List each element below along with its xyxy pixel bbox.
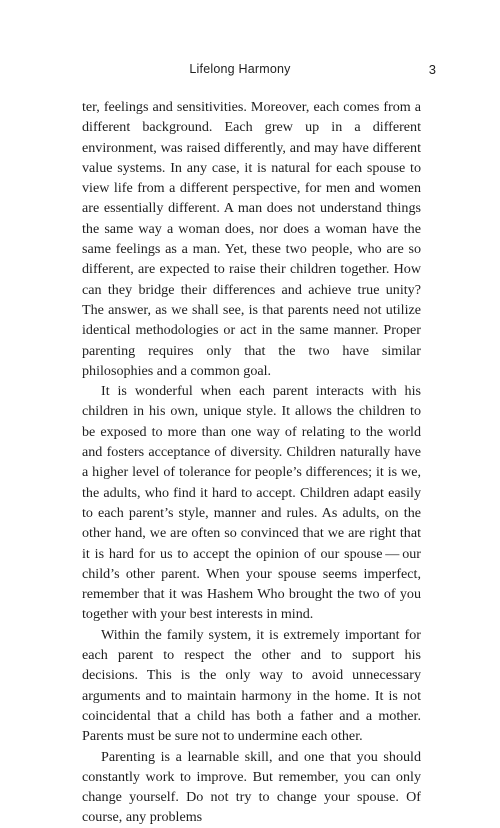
paragraph: Parenting is a learnable skill, and one that you should constantly work to improve. But remember, you can only change yourself. Do not try to change your spouse. Of course, any problems xyxy=(82,748,421,826)
page-number: 3 xyxy=(428,62,436,77)
running-head-title: Lifelong Harmony xyxy=(189,62,291,76)
body-text xyxy=(82,97,421,828)
paragraph-continued: ter, feelings and sensitivities. Moreover, each comes from a different background. Each grew up in a different environment, was raised differently, and may have different value systems. In any case, it is natural for each spouse to view life from a different perspective, for men and women are essentially different. A man does not understand things the same way a woman does, nor does a woman have the same feelings as a man. Yet, these two people, who are so different, are expected to raise their children together. How can they bridge their differences and achieve true unity? The answer, as we shall see, is that parents need not utilize identical methodologies or act in the same manner. Proper parenting requires only that the two have similar philosophies and a common goal. xyxy=(82,99,421,379)
running-head xyxy=(0,62,500,82)
paragraph: Within the family system, it is extremely important for each parent to respect the other and to support his decisions. This is the only way to avoid unnecessary arguments and to maintain harmony in the home. It is not coincidental that a child has both a father and a mother. Parents must be sure not to undermine each other. xyxy=(82,626,421,745)
paragraph: It is wonderful when each parent interacts with his children in his own, unique style. It allows the children to be exposed to more than one way of relating to the world and fosters acceptance of diversity. Children naturally have a higher level of tolerance for people’s differences; it is we, the adults, who find it hard to accept. Children adapt easily to each parent’s style, manner and rules. As adults, on the other hand, we are often so convinced that we are right that it is hard for us to accept the opinion of our spouse — our child’s other parent. When your spouse seems imperfect, remember that it was Hashem Who brought the two of you together with your best interests in mind. xyxy=(82,383,421,623)
